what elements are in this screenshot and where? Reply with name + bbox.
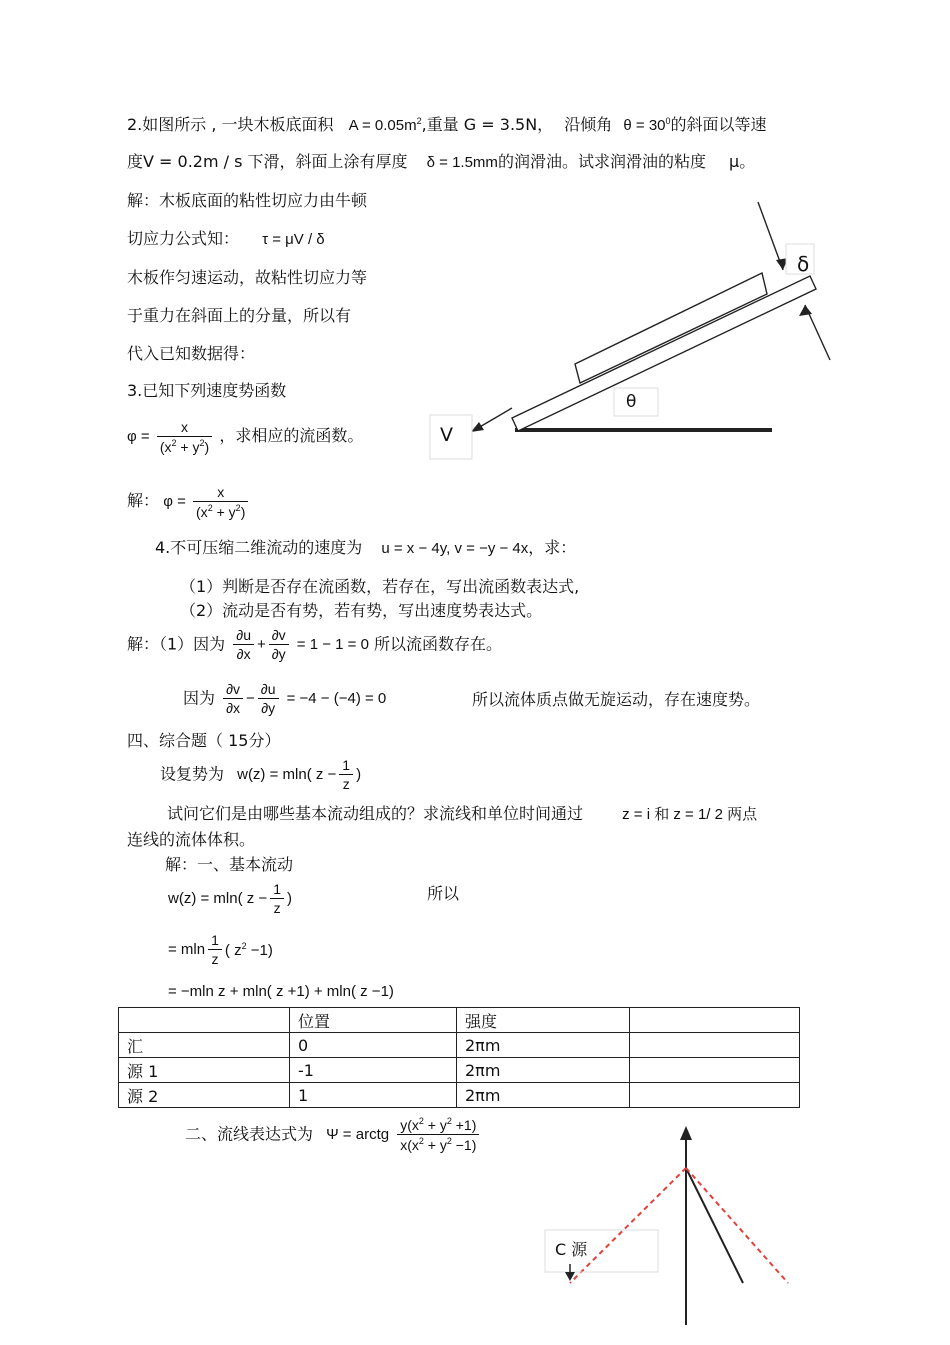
section-question-end: 连线的流体体积。 — [127, 830, 256, 849]
phi-fraction: $\frac{x}{(x^2 + y^2)}$ — [193, 485, 248, 519]
velocity-label: V — [440, 424, 453, 446]
problem3-title: 3.已知下列速度势函数 — [127, 381, 287, 400]
equation-3: = −mln z + mln( z +1) + mln( z −1) — [168, 983, 394, 1000]
psi-lhs: Ψ = arctg — [326, 1126, 390, 1143]
dv-dy: $\frac{\partial v}{\partial y}$ — [269, 628, 289, 661]
thickness-value: δ = 1.5mm — [426, 154, 498, 171]
problem2-solution-3: 木板作匀速运动，故粘性切应力等 — [127, 268, 368, 287]
delta-label: δ — [797, 252, 810, 276]
theta-exponent: 0 — [665, 116, 671, 126]
phi-symbol: φ = — [127, 427, 150, 445]
shear-formula: τ = μV / δ — [262, 231, 325, 248]
mu-symbol: μ — [729, 152, 740, 171]
viscosity-ask: 的润滑油。试求润滑油的粘度 — [497, 152, 706, 171]
equation-1: w(z) = mln( z − $\frac{1}{z}$ ) — [168, 881, 292, 916]
section-question: 试问它们是由哪些基本流动组成的？求流线和单位时间通过 z = i 和 z = 1/ 2 两点 — [167, 804, 758, 823]
section-solution: 解：一、基本流动 — [165, 855, 294, 874]
problem4-question1: （1）判断是否存在流函数，若存在，写出流函数表达式, — [180, 577, 580, 596]
formula-lead: 切应力公式知： — [127, 229, 240, 248]
problem2-text: 2.如图所示 , 一块木板底面积 — [127, 115, 334, 134]
angle-text: 沿倾角 — [564, 115, 613, 134]
problem3-ask: ，求相应的流函数。 — [219, 425, 364, 445]
psi-fraction: $\frac{y(x^2 + y^2 +1)}{x(x^2 + y^2 -1)}$ — [397, 1117, 479, 1152]
source-label: C 源 — [555, 1240, 588, 1259]
table-row: 源 2 1 2πm — [119, 1083, 800, 1108]
area-exponent: 2 — [416, 116, 422, 126]
velocity-field: u = x − 4y, v = −y − 4x — [381, 540, 529, 557]
phi-symbol: φ = — [163, 492, 186, 510]
small-arrowhead — [565, 1272, 575, 1281]
header-strength: 强度 — [457, 1008, 630, 1033]
velocity-text: 度V = 0.2m / s 下滑，斜面上涂有厚度 — [127, 152, 408, 171]
solid-line — [686, 1168, 743, 1283]
problem2-solution-1: 解：木板底面的粘性切应力由牛顿 — [127, 191, 368, 210]
problem4-question2: （2）流动是否有势，若有势，写出速度势表达式。 — [180, 601, 543, 620]
phi-numerator: x — [181, 419, 188, 435]
header-position: 位置 — [290, 1008, 457, 1033]
section-heading: 四、综合题（ 15分） — [127, 731, 281, 750]
table-row: 汇 0 2πm — [119, 1033, 800, 1058]
problem4-solution2: 因为 $\frac{\partial v}{\partial x}$ − $\frac{\partial u}{\partial y}$ = −4 − (−4) = 0 — [183, 681, 387, 716]
so-label: 所以 — [427, 884, 460, 903]
axis-arrowhead — [680, 1126, 692, 1140]
problem2-solution-5: 代入已知数据得： — [127, 344, 256, 363]
period: 。 — [739, 152, 756, 171]
problem4-solution1: 解：（1）因为 $\frac{\partial u}{\partial x}$ + $\frac{\partial v}{\partial y}$ = 1 − 1 = 0 所以流函数存在。 — [127, 627, 503, 662]
streamline-expression: 二、流线表达式为 Ψ = arctg $\frac{y(x^2 + y^2 +1)}{x(x^2 + y^2 -1)}$ — [185, 1117, 482, 1152]
dashed-line-left — [570, 1168, 686, 1283]
complex-potential: 设复势为 w(z) = mln( z − $\frac{1}{z}$ ) — [160, 757, 362, 792]
theta-label: θ — [626, 392, 637, 412]
problem2-solution-4: 于重力在斜面上的分量，所以有 — [127, 306, 352, 325]
phi-denominator: $(x^2 + y^2)$ — [157, 436, 212, 454]
solution-label: 解： — [127, 490, 160, 510]
problem2-text-end: 的斜面以等速 — [670, 115, 767, 134]
curl-result: = −4 − (−4) = 0 — [286, 690, 387, 707]
du-dx: $\frac{\partial u}{\partial x}$ — [233, 628, 254, 661]
area-value: A = 0.05m — [348, 117, 417, 134]
theta-value: θ = 30 — [623, 117, 666, 134]
irrotational-conclusion: 所以流体质点做无旋运动，存在速度势。 — [472, 690, 761, 709]
dashed-line-right — [686, 1168, 788, 1283]
du-dy: $\frac{\partial u}{\partial y}$ — [258, 682, 279, 715]
dv-dx: $\frac{\partial v}{\partial x}$ — [223, 682, 243, 715]
table-row: 源 1 -1 2πm — [119, 1058, 800, 1083]
points-text: z = i 和 z = 1/ 2 两点 — [622, 806, 758, 823]
equation-2: = mln $\frac{1}{z}$ ( $z^2 -1$) — [168, 932, 273, 967]
problem4-title: 4.不可压缩二维流动的速度为 u = x − 4y, v = −y − 4x，求： — [155, 538, 577, 557]
weight-text: ,重量 G = 3.5N， — [421, 115, 554, 134]
divergence-result: = 1 − 1 = 0 — [296, 636, 369, 653]
